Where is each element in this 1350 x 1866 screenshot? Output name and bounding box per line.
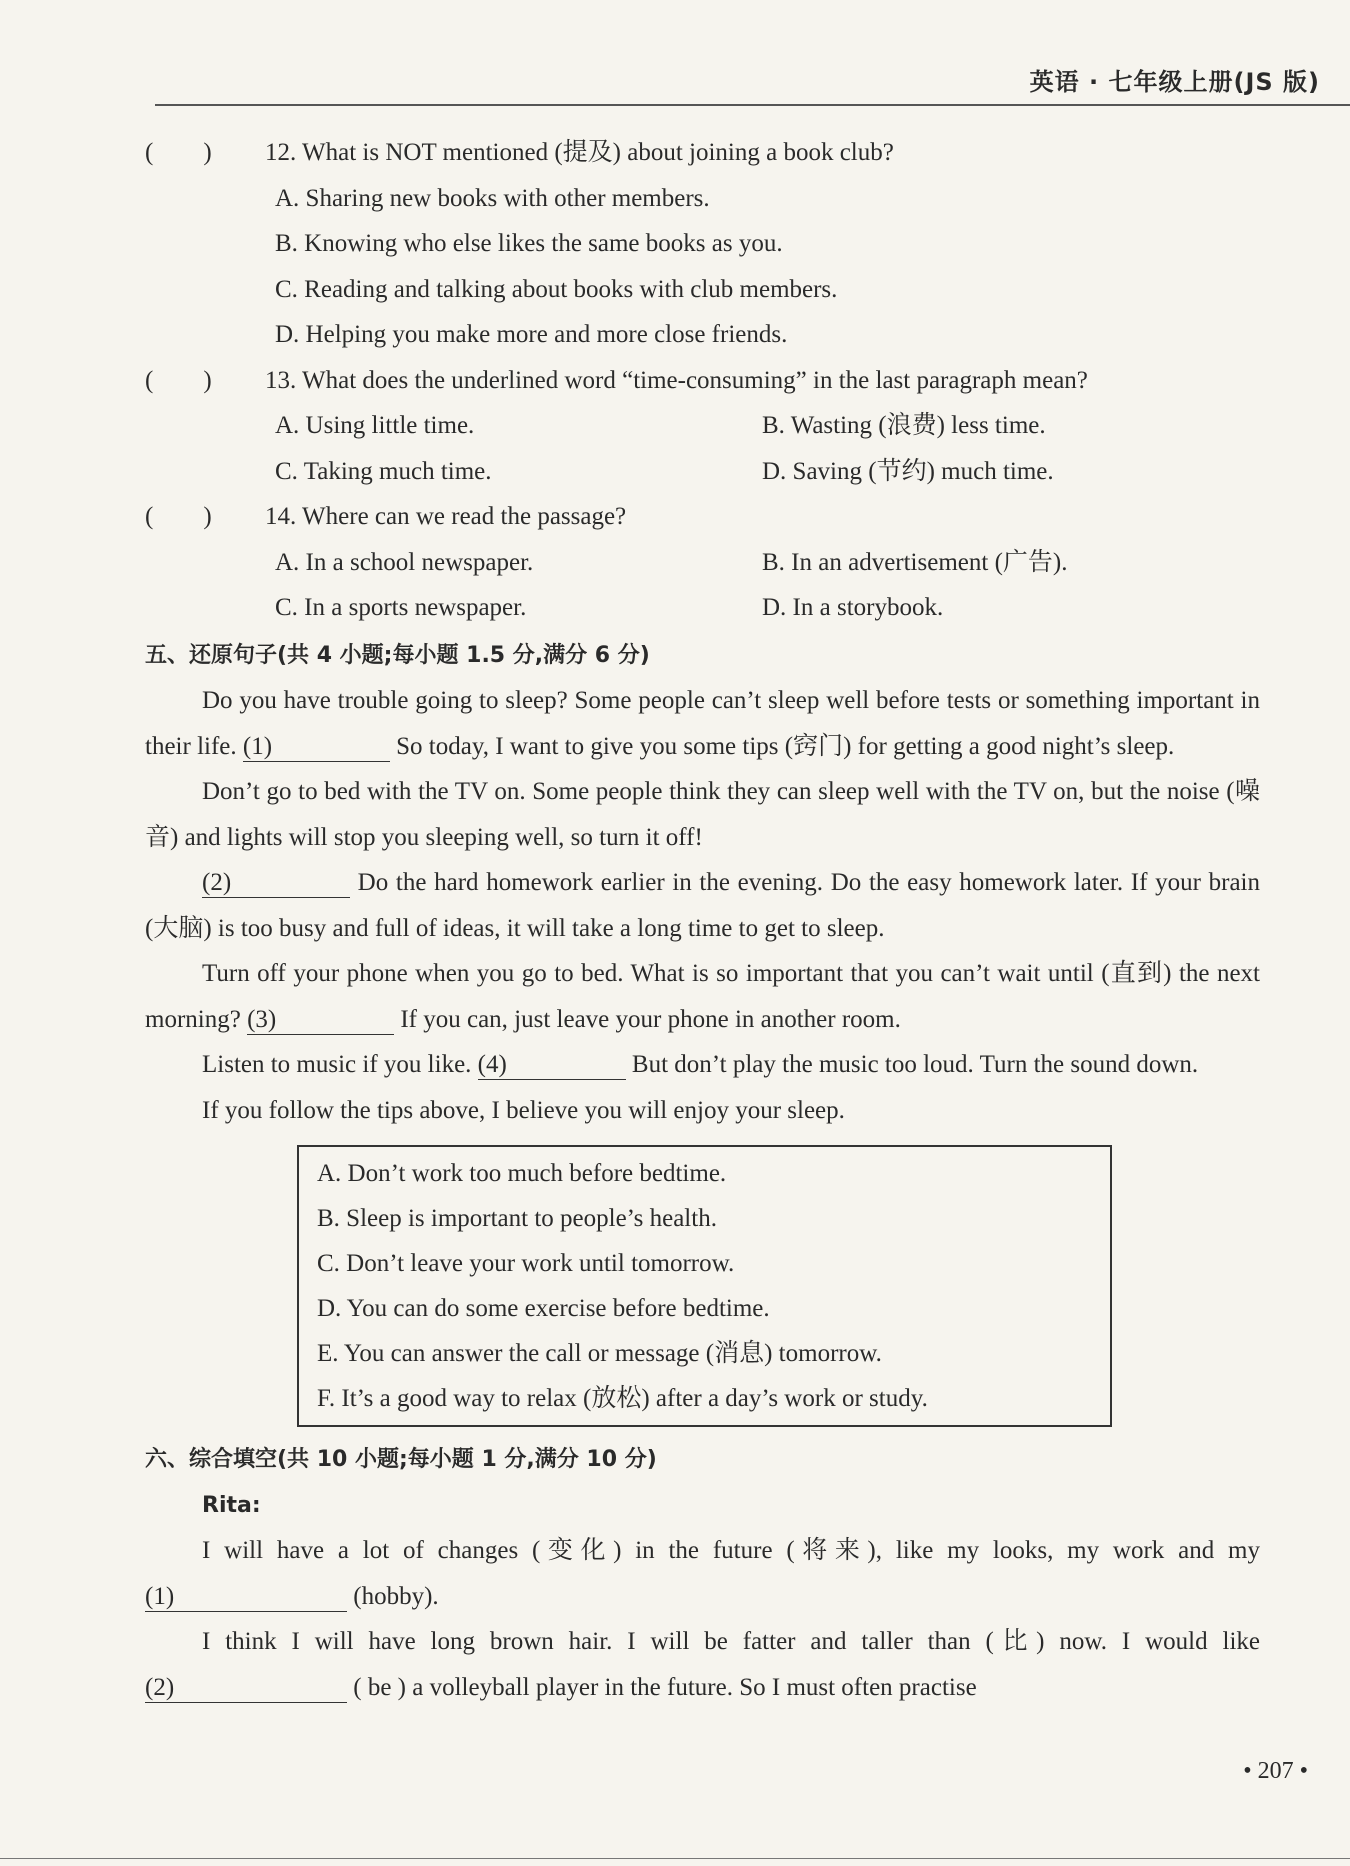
paragraph-text: Turn off your phone when you go to bed. What is so important that you can’t wait until (直到) the next morning? [145,960,1260,1033]
box-option-d: D. You can do some exercise before bedtime. [317,1295,770,1322]
page-content [145,130,1260,1710]
fill-blank[interactable]: (4) [478,1051,626,1080]
section-title: 五、还原句子(共 4 小题;每小题 1.5 分,满分 6 分) [145,642,650,668]
paragraph [145,1042,1260,1088]
answer-blank[interactable]: ( ) [145,366,212,394]
question-12 [145,130,1260,176]
option-b: B. Knowing who else likes the same books as you. [275,230,783,257]
answer-blank[interactable]: ( ) [145,139,212,166]
box-option-b: B. Sleep is important to people’s health. [317,1205,717,1232]
option-d: D. In a storybook. [762,594,944,621]
paragraph [145,1619,1260,1710]
option-b: B. Wasting (浪费) less time. [762,412,1046,439]
paragraph [145,860,1260,951]
question-13 [145,358,1260,404]
option-a: A. In a school newspaper. [275,548,534,576]
option-c: C. Taking much time. [275,457,492,485]
paragraph-text: So today, I want to give you some tips (窍门) for getting a good night’s sleep. [389,732,1175,760]
fill-blank[interactable]: (3) [247,1006,394,1035]
box-option-f: F. It’s a good way to relax (放松) after a day’s work or study. [317,1385,928,1412]
paragraph-text: I will have a lot of changes (变化) in the future (将来), like my looks, my work and my [202,1537,1260,1564]
box-option-c: C. Don’t leave your work until tomorrow. [317,1250,735,1277]
option-a: A. Using little time. [275,412,475,439]
answer-blank[interactable]: ( ) [145,503,212,530]
paragraph-text: If you can, just leave your phone in another room. [394,1005,901,1033]
bottom-rule [0,1858,1350,1859]
paragraph [145,678,1260,769]
option-row [275,403,1260,449]
paragraph: Don’t go to bed with the TV on. Some people think they can sleep well with the TV on, but the noise (噪音) and lights will stop you sleeping well, so turn it off! [145,778,1260,851]
page-header [0,62,1350,106]
question-14 [145,494,1260,540]
option-c: C. In a sports newspaper. [275,594,527,621]
fill-blank[interactable]: (1) [243,733,390,762]
paragraph-text: But don’t play the music too loud. Turn the sound down. [625,1051,1199,1078]
option-row [275,449,1260,495]
option-d: D. Helping you make more and more close friends. [275,321,788,348]
paragraph-text: ( be ) a volleyball player in the future. So I must often practise [347,1673,977,1701]
fill-blank[interactable]: (2) [145,1674,347,1703]
fill-blank[interactable]: (2) [202,869,350,898]
option-d: D. Saving (节约) much time. [762,457,1054,485]
paragraph [145,1528,1260,1619]
options-box [297,1145,1112,1427]
header-rule [155,104,1350,106]
question-text: 12. What is NOT mentioned (提及) about joining a book club? [265,139,894,166]
box-option-e: E. You can answer the call or message (消息) tomorrow. [317,1340,882,1367]
option-row [275,585,1260,631]
paragraph-text: Do you have trouble going to sleep? Some people can’t sleep well before tests or something important in their life. [145,687,1260,760]
paragraph-text: (hobby). [347,1582,439,1610]
paragraph-text: I think I will have long brown hair. I will be fatter and taller than (比) now. I would like [202,1628,1260,1655]
fill-blank[interactable]: (1) [145,1583,347,1612]
option-a: A. Sharing new books with other members. [275,184,710,212]
option-b: B. In an advertisement (广告). [762,548,1068,576]
paragraph [145,951,1260,1042]
paragraph: If you follow the tips above, I believe you will enjoy your sleep. [202,1096,845,1124]
option-row [275,540,1260,586]
option-c: C. Reading and talking about books with club members. [275,275,838,303]
question-text: 13. What does the underlined word “time-consuming” in the last paragraph mean? [265,366,1088,394]
paragraph-text: Listen to music if you like. [202,1051,478,1078]
book-title: 英语 · 七年级上册(JS 版) [1029,68,1320,96]
speaker-name: Rita: [202,1492,261,1518]
box-option-a: A. Don’t work too much before bedtime. [317,1160,727,1187]
section-title: 六、综合填空(共 10 小题;每小题 1 分,满分 10 分) [145,1447,657,1472]
paragraph-text: Do the hard homework earlier in the evening. Do the easy homework later. If your brain (大脑) is too busy and full of ideas, it will take a long time to get to sleep. [145,869,1260,942]
question-text: 14. Where can we read the passage? [265,503,627,530]
page-number: • 207 • [1243,1758,1308,1784]
